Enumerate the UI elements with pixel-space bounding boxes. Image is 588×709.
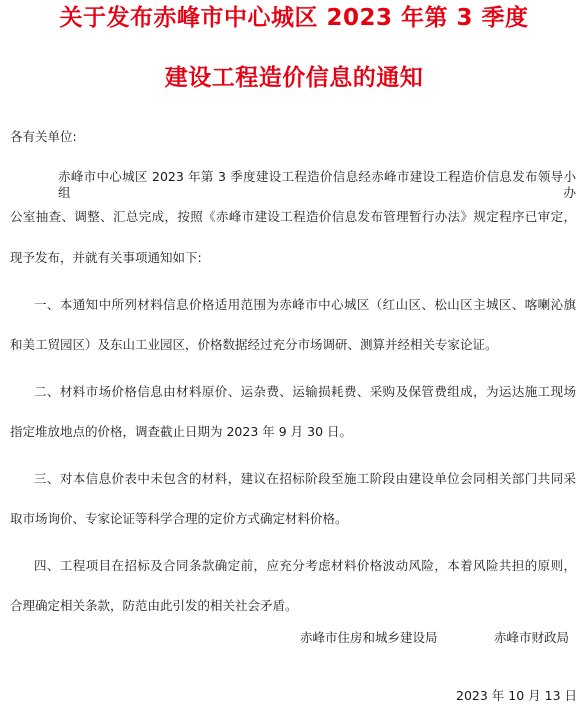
intro-paragraph-line-3: 现予发布，并就有关事项通知如下: bbox=[10, 250, 202, 265]
item-2-line-1: 二、材料市场价格信息由材料原价、运杂费、运输损耗费、采购及保管费组成，为运达施工现场 bbox=[34, 384, 576, 399]
salutation: 各有关单位: bbox=[10, 129, 77, 144]
intro-paragraph-line-1: 赤峰市中心城区 2023 年第 3 季度建设工程造价信息经赤峰市建设工程造价信息发布领导小组办 bbox=[58, 169, 576, 200]
intro-paragraph-line-2: 公室抽查、调整、汇总完成，按照《赤峰市建设工程造价信息发布管理暂行办法》规定程序已审定， bbox=[10, 209, 576, 224]
page-title-line-1: 关于发布赤峰市中心城区 2023 年第 3 季度 bbox=[59, 5, 529, 31]
item-3-line-2: 取市场询价、专家论证等科学合理的定价方式确定材料价格。 bbox=[10, 511, 348, 526]
item-1-line-2: 和美工贸园区）及东山工业园区，价格数据经过充分市场调研、测算并经相关专家论证。 bbox=[10, 337, 498, 352]
item-3-line-1: 三、对本信息价表中未包含的材料，建议在招标阶段至施工阶段由建设单位会同相关部门共同采 bbox=[34, 471, 576, 486]
item-1-line-1: 一、本通知中所列材料信息价格适用范围为赤峰市中心城区（红山区、松山区主城区、喀喇沁旗 bbox=[34, 297, 576, 312]
item-2-line-2: 指定堆放地点的价格，调查截止日期为 2023 年 9 月 30 日。 bbox=[10, 424, 353, 439]
page-title-line-2: 建设工程造价信息的通知 bbox=[164, 65, 424, 91]
issuer-finance-bureau: 赤峰市财政局 bbox=[494, 630, 570, 645]
issuer-housing-bureau: 赤峰市住房和城乡建设局 bbox=[300, 630, 438, 645]
item-4-line-1: 四、工程项目在招标及合同条款确定前，应充分考虑材料价格波动风险，本着风险共担的原则， bbox=[34, 558, 576, 573]
item-4-line-2: 合理确定相关条款，防范由此引发的相关社会矛盾。 bbox=[10, 598, 298, 613]
issue-date: 2023 年 10 月 13 日 bbox=[456, 688, 577, 703]
